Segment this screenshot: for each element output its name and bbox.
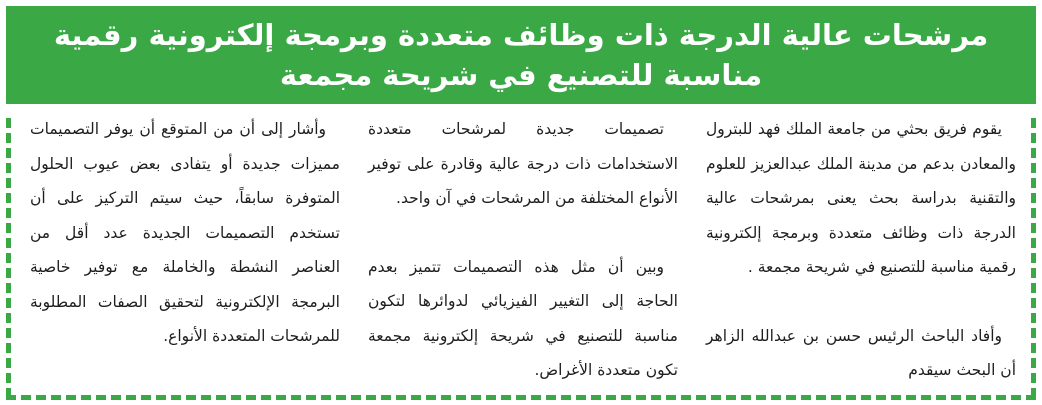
paragraph: وبين أن مثل هذه التصميمات تتميز بعدم الحاجة إلى التغيير الفيزيائي لدوائرها لتكون مناسبة للتصنيع في شريحة إلكترونية مجمعة تكون متعددة الأغراض. xyxy=(368,257,678,379)
paragraph: وأفاد الباحث الرئيس حسن بن عبدالله الزاهر أن البحث سيقدم xyxy=(706,326,1016,379)
bottom-dashed-border xyxy=(6,395,1036,400)
headline-banner xyxy=(6,6,1036,104)
headline-line-2: مناسبة للتصنيع في شريحة مجمعة xyxy=(279,58,763,92)
column-3 xyxy=(30,112,340,392)
paragraph: وأشار إلى أن من المتوقع أن يوفر التصميمات مميزات جديدة أو يتفادى بعض عيوب الحلول المتوفرة سابقاً، حيث سيتم التركيز على أن تستخدم التصميمات الجديدة عدد أقل من العناصر النشطة والخاملة مع توفير خاصية البرمجة الإلكترونية لتحقيق الصفات المطلوبة للمرشحات المتعددة الأنواع. xyxy=(30,120,340,345)
column-2 xyxy=(368,112,678,392)
headline-line-1: مرشحات عالية الدرجة ذات وظائف متعددة وبرمجة إلكترونية رقمية xyxy=(53,18,989,52)
column-1 xyxy=(706,112,1016,392)
right-dashed-border xyxy=(1031,118,1036,398)
paragraph: تصميمات جديدة لمرشحات متعددة الاستخدامات ذات درجة عالية وقادرة على توفير الأنواع المختلفة من المرشحات في آن واحد. xyxy=(368,120,678,207)
paragraph: يقوم فريق بحثي من جامعة الملك فهد للبترول والمعادن بدعم من مدينة الملك عبدالعزيز للعلوم والتقنية بدراسة بحث يعنى بمرشحات عالية الدرجة ذات وظائف متعددة وبرمجة إلكترونية رقمية مناسبة للتصنيع في شريحة مجمعة . xyxy=(706,120,1016,276)
article-body xyxy=(26,112,1016,392)
left-dashed-border xyxy=(6,118,11,398)
